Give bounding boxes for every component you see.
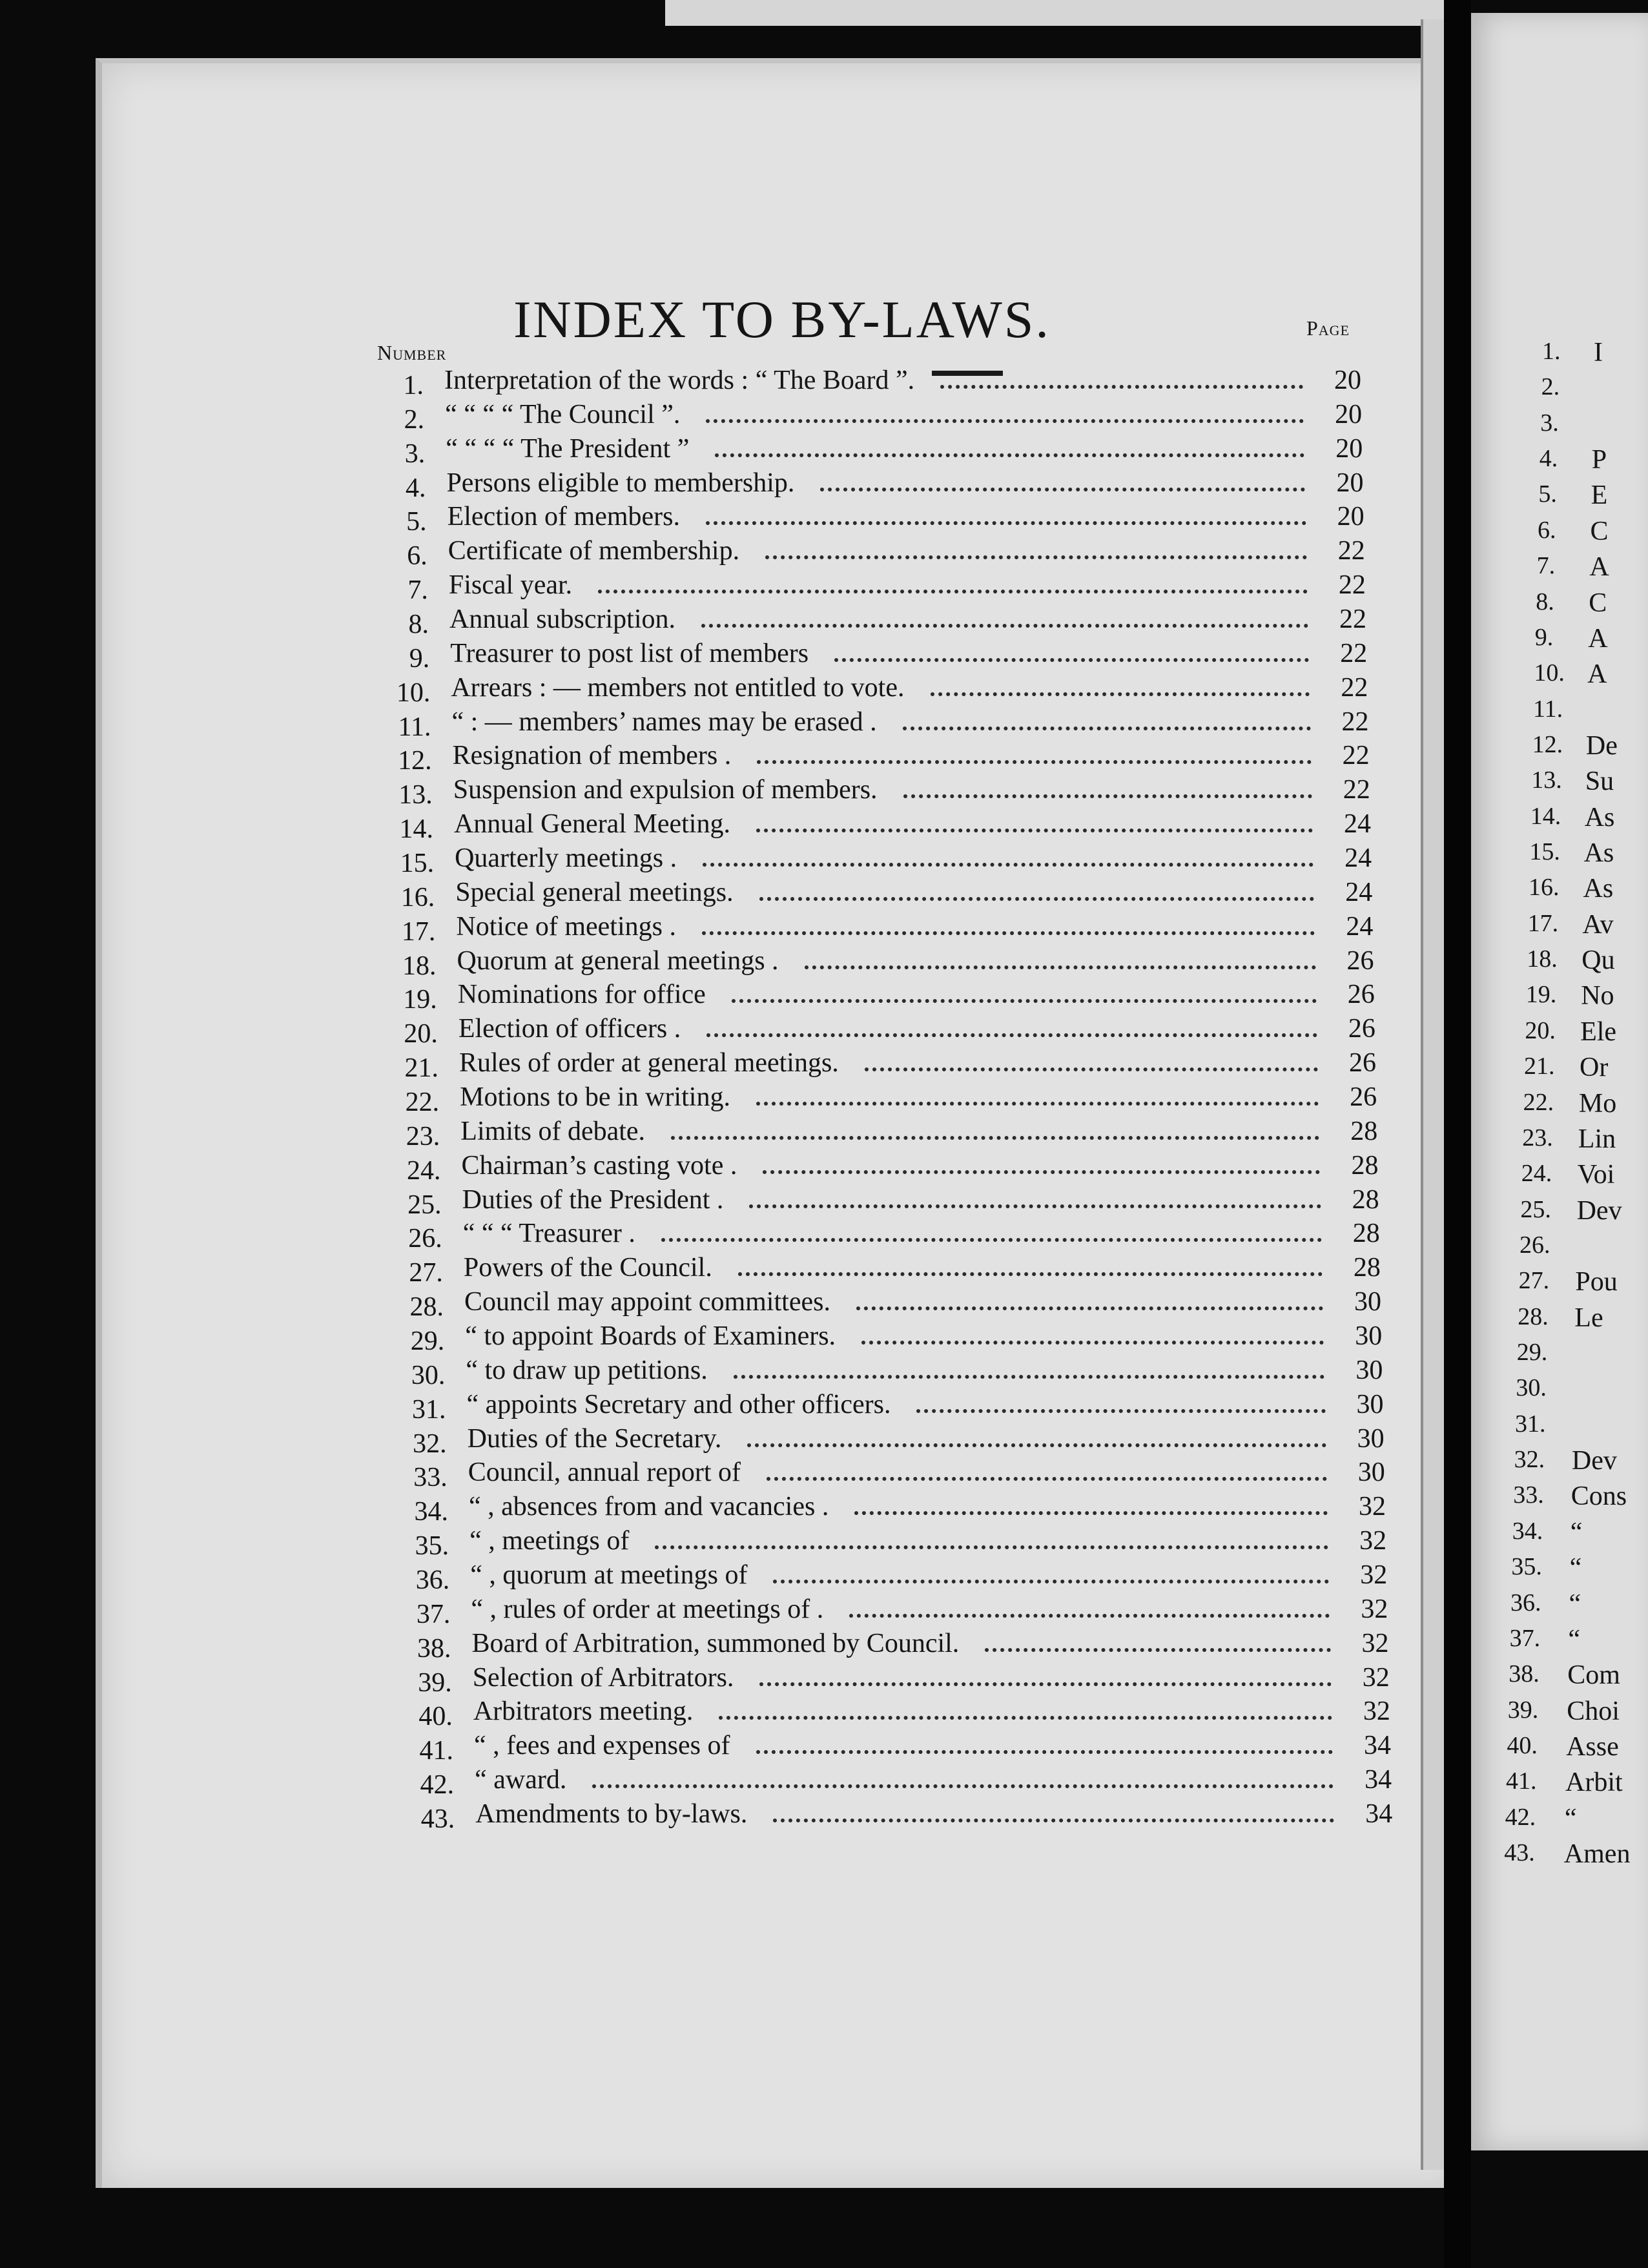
entry-page-number: 22 (1341, 706, 1369, 737)
facing-entry-text: “ (1570, 1517, 1583, 1547)
entry-page-number: 32 (1359, 1526, 1387, 1556)
facing-entry-text: Av (1582, 909, 1614, 940)
entry-number: 42. (420, 1770, 455, 1800)
entry-title: Annual subscription. (449, 604, 676, 634)
entry-title: Annual General Meeting. (453, 809, 730, 840)
entry-number: 11. (398, 712, 431, 742)
facing-entry-text: Su (1585, 767, 1614, 797)
entry-title: Board of Arbitration, summoned by Council. (471, 1628, 960, 1658)
entry-number: 25. (407, 1190, 442, 1220)
facing-entry-text: As (1583, 838, 1614, 868)
facing-entry-number: 28. (1518, 1303, 1549, 1330)
facing-entry-text: “ (1568, 1624, 1581, 1655)
facing-entry-text: P (1591, 445, 1607, 475)
entry-number: 8. (408, 610, 429, 639)
entry-title: Certificate of membership. (448, 536, 740, 566)
entry-page-number: 30 (1357, 1423, 1385, 1454)
facing-entry-text: A (1587, 659, 1607, 690)
facing-entry-number: 12. (1532, 730, 1563, 758)
facing-entry-text: E (1591, 480, 1608, 511)
dot-leader (759, 897, 1315, 901)
facing-entry-number: 31. (1515, 1410, 1546, 1438)
dot-leader (903, 727, 1311, 730)
facing-entry-text: Voi (1577, 1160, 1615, 1190)
entry-page-number: 30 (1355, 1355, 1383, 1385)
entry-page-number: 26 (1346, 945, 1374, 976)
entry-page-number: 20 (1337, 502, 1365, 532)
facing-entry-text: Dev (1571, 1446, 1617, 1476)
entry-page-number: 26 (1349, 1048, 1376, 1078)
dot-leader (767, 1477, 1327, 1481)
facing-entry-text: Com (1567, 1660, 1620, 1691)
dot-leader (861, 1341, 1324, 1345)
facing-entry-number: 4. (1539, 445, 1558, 473)
entry-title: Quarterly meetings . (455, 843, 677, 873)
facing-entry-text: No (1581, 981, 1614, 1011)
entry-title: Special general meetings. (455, 877, 734, 907)
facing-entry-number: 25. (1520, 1195, 1551, 1223)
facing-entry-number: 23. (1522, 1124, 1553, 1151)
entry-title: Arrears : — members not entitled to vote. (451, 672, 905, 703)
facing-entry-number: 16. (1529, 874, 1560, 902)
entry-page-number: 28 (1352, 1184, 1379, 1215)
facing-entry-number: 2. (1541, 373, 1560, 401)
dot-leader (661, 1238, 1322, 1242)
entry-page-number: 22 (1341, 672, 1368, 703)
facing-entry-number: 33. (1513, 1481, 1544, 1509)
dot-leader (671, 1136, 1319, 1140)
facing-entry-number: 24. (1521, 1160, 1552, 1188)
entry-number: 3. (404, 438, 426, 469)
entry-number: 30. (411, 1360, 446, 1390)
entry-number: 24. (406, 1155, 441, 1186)
entry-title: Fiscal year. (448, 570, 573, 601)
entry-title: “ , absences from and vacancies . (468, 1492, 829, 1522)
facing-entry-text: Le (1574, 1303, 1603, 1333)
dot-leader (773, 1819, 1334, 1822)
entry-number: 27. (409, 1258, 443, 1288)
facing-entry-number: 27. (1518, 1267, 1550, 1295)
facing-entry-text: A (1588, 623, 1608, 654)
entry-number: 17. (401, 916, 436, 947)
entry-page-number: 34 (1365, 1799, 1393, 1829)
entry-page-number: 24 (1344, 843, 1372, 873)
entry-title: “ award. (475, 1765, 567, 1795)
entry-page-number: 28 (1350, 1116, 1378, 1146)
dot-leader (759, 1682, 1331, 1686)
facing-entry-number: 20. (1525, 1016, 1556, 1044)
dot-leader (854, 1511, 1328, 1515)
entry-number: 2. (404, 404, 425, 435)
entry-page-number: 30 (1354, 1287, 1382, 1317)
entry-page-number: 22 (1338, 570, 1366, 601)
facing-entry-text: Arbit (1565, 1768, 1623, 1798)
dot-leader (719, 1716, 1332, 1720)
entry-page-number: 34 (1364, 1731, 1391, 1761)
entry-page-number: 26 (1350, 1082, 1377, 1112)
facing-entry-number: 17. (1527, 909, 1559, 937)
dot-leader (738, 1272, 1323, 1276)
entry-title: Amendments to by-laws. (475, 1799, 748, 1829)
entry-number: 20. (404, 1019, 438, 1049)
entry-page-number: 22 (1340, 638, 1368, 668)
entry-number: 41. (419, 1736, 453, 1766)
entry-number: 19. (403, 985, 437, 1015)
facing-entry-number: 7. (1536, 552, 1556, 580)
dot-leader (756, 1750, 1334, 1754)
facing-entry-text: Lin (1578, 1124, 1616, 1154)
dot-leader (849, 1614, 1330, 1618)
facing-entry-text: As (1583, 874, 1614, 904)
facing-entry-number: 42. (1505, 1803, 1536, 1831)
facing-entry-text: “ (1569, 1553, 1582, 1583)
dot-leader (706, 521, 1306, 525)
entry-number: 21. (404, 1053, 438, 1084)
entry-title: Suspension and expulsion of members. (453, 775, 878, 805)
facing-entry-number: 22. (1523, 1088, 1554, 1116)
entry-title: Powers of the Council. (463, 1253, 712, 1283)
entry-number: 34. (414, 1497, 448, 1527)
facing-entry-number: 10. (1534, 659, 1565, 687)
facing-entry-number: 41. (1506, 1768, 1537, 1795)
facing-entry-number: 19. (1525, 981, 1557, 1009)
title-rule (932, 371, 1003, 376)
facing-entry-number: 11. (1533, 695, 1563, 723)
facing-entry-text: Choi (1567, 1696, 1620, 1726)
entry-page-number: 32 (1360, 1560, 1388, 1590)
facing-entry-number: 40. (1507, 1731, 1538, 1759)
entry-title: Council, annual report of (468, 1458, 741, 1488)
entry-number: 31. (412, 1394, 446, 1425)
entry-title: Persons eligible to membership. (446, 468, 795, 498)
entry-number: 16. (400, 882, 435, 912)
entry-page-number: 22 (1339, 604, 1367, 634)
facing-entry-number: 9. (1534, 623, 1554, 651)
entry-page-number: 22 (1342, 741, 1370, 771)
entry-page-number: 20 (1336, 468, 1364, 498)
facing-entry-number: 26. (1519, 1231, 1550, 1259)
facing-entry-number: 34. (1512, 1517, 1543, 1545)
facing-entry-number: 8. (1536, 588, 1554, 615)
entry-number: 22. (405, 1088, 440, 1117)
dot-leader (773, 1580, 1329, 1583)
entry-page-number: 20 (1335, 433, 1363, 464)
entry-page-number: 28 (1352, 1219, 1380, 1249)
entry-title: Selection of Arbitrators. (472, 1662, 734, 1693)
entry-number: 26. (408, 1224, 442, 1254)
entry-number: 7. (407, 575, 428, 606)
entry-title: Election of officers . (458, 1014, 681, 1044)
facing-entry-text: “ (1569, 1589, 1581, 1619)
dot-leader (763, 1170, 1320, 1174)
number-column-header: Number (377, 341, 447, 364)
dot-leader (732, 999, 1317, 1003)
entry-number: 15. (400, 849, 435, 878)
entry-page-number: 24 (1346, 911, 1374, 942)
facing-entry-number: 39. (1507, 1696, 1539, 1724)
facing-entry-text: As (1584, 802, 1615, 832)
facing-entry-number: 18. (1527, 945, 1558, 973)
entry-title: Nominations for office (457, 980, 706, 1010)
entry-title: Arbitrators meeting. (473, 1696, 694, 1727)
entry-page-number: 32 (1361, 1628, 1389, 1658)
entry-title: Quorum at general meetings . (457, 945, 779, 976)
entry-title: Chairman’s casting vote . (461, 1150, 737, 1180)
entry-page-number: 26 (1347, 980, 1375, 1010)
entry-page-number: 24 (1345, 877, 1373, 907)
entry-title: “ “ “ “ The Council ”. (445, 399, 681, 429)
facing-entry-number: 15. (1529, 838, 1560, 865)
dot-leader (940, 385, 1303, 389)
entry-page-number: 34 (1365, 1765, 1392, 1795)
dot-leader (749, 1204, 1321, 1208)
dot-leader (592, 1784, 1334, 1788)
entry-title: Election of members. (447, 502, 680, 532)
facing-entry-text: Amen (1563, 1839, 1631, 1869)
entry-page-number: 20 (1334, 366, 1361, 395)
facing-entry-text: C (1589, 588, 1607, 618)
entry-number: 40. (418, 1702, 453, 1732)
entry-number: 18. (402, 951, 437, 981)
facing-entry-number: 3. (1540, 409, 1559, 437)
dot-leader (756, 1102, 1319, 1106)
entry-title: “ , quorum at meetings of (470, 1560, 748, 1590)
facing-entry-number: 38. (1509, 1660, 1540, 1688)
entry-page-number: 24 (1343, 809, 1371, 840)
entry-title: “ , meetings of (469, 1526, 630, 1556)
facing-entry-text: De (1585, 730, 1618, 761)
entry-title: Duties of the Secretary. (467, 1423, 722, 1454)
page-column-header: Page (1306, 316, 1350, 340)
dot-leader (715, 453, 1304, 457)
scan-top-strip (665, 0, 1444, 26)
dot-leader (856, 1306, 1323, 1310)
dot-leader (598, 590, 1308, 593)
entry-page-number: 32 (1358, 1492, 1386, 1522)
entry-number: 9. (409, 643, 430, 674)
entry-number: 4. (405, 473, 426, 503)
entry-page-number: 22 (1343, 775, 1370, 805)
facing-entry-number: 5. (1538, 480, 1557, 508)
facing-entry-number: 37. (1509, 1624, 1541, 1652)
facing-entry-text: A (1589, 552, 1609, 582)
entry-title: Motions to be in writing. (460, 1082, 730, 1112)
entry-title: Resignation of members . (452, 741, 732, 771)
entry-number: 1. (403, 371, 424, 400)
dot-leader (765, 555, 1307, 559)
entry-title: “ “ “ Treasurer . (462, 1219, 635, 1249)
facing-entry-text: C (1590, 516, 1609, 546)
facing-entry-number: 36. (1510, 1589, 1541, 1616)
dot-leader (706, 419, 1304, 423)
entry-number: 10. (396, 677, 431, 708)
dot-leader (706, 1033, 1317, 1037)
facing-entry-text: Pou (1575, 1267, 1618, 1297)
facing-entry-text: Or (1580, 1053, 1609, 1083)
entry-title: “ , rules of order at meetings of . (471, 1594, 824, 1624)
facing-entry-number: 30. (1516, 1374, 1547, 1402)
facing-entry-text: Dev (1576, 1195, 1622, 1226)
entry-number: 14. (399, 814, 433, 845)
entry-page-number: 22 (1337, 536, 1365, 566)
dot-leader (655, 1545, 1328, 1549)
entry-title: Rules of order at general meetings. (459, 1048, 839, 1078)
entry-page-number: 30 (1357, 1458, 1385, 1488)
entry-number: 28. (409, 1292, 444, 1323)
entry-title: Treasurer to post list of members (450, 638, 809, 668)
entry-title: Limits of debate. (460, 1116, 646, 1146)
entry-page-number: 28 (1353, 1253, 1381, 1283)
dot-leader (703, 863, 1313, 867)
facing-entry-text: I (1594, 338, 1603, 367)
dot-leader (747, 1443, 1326, 1447)
dot-leader (756, 829, 1313, 832)
facing-entry-number: 29. (1516, 1339, 1548, 1366)
entry-number: 39. (418, 1667, 452, 1698)
entry-number: 32. (413, 1428, 447, 1459)
facing-entry-text: Mo (1578, 1088, 1617, 1119)
entry-page-number: 20 (1335, 399, 1363, 429)
entry-number: 29. (410, 1326, 445, 1356)
entry-title: Duties of the President . (462, 1184, 724, 1215)
entry-page-number: 32 (1361, 1594, 1388, 1624)
facing-entry-number: 1. (1542, 338, 1561, 365)
dot-leader (903, 794, 1312, 798)
entry-title: Council may appoint committees. (464, 1287, 830, 1317)
dot-leader (985, 1648, 1330, 1652)
entry-number: 35. (415, 1531, 449, 1562)
entry-title: “ : — members’ names may be erased . (451, 706, 877, 737)
entry-number: 33. (413, 1463, 448, 1493)
facing-entry-number: 14. (1530, 802, 1561, 830)
facing-entry-text: Ele (1580, 1016, 1617, 1047)
entry-page-number: 30 (1356, 1389, 1384, 1419)
entry-number: 37. (416, 1599, 451, 1629)
dot-leader (916, 1409, 1325, 1413)
entry-number: 5. (406, 507, 427, 537)
dot-leader (834, 658, 1309, 662)
facing-entry-text: “ (1564, 1803, 1577, 1833)
entry-title: “ to draw up petitions. (466, 1355, 708, 1385)
entry-number: 38. (417, 1633, 451, 1664)
entry-number: 13. (398, 780, 433, 810)
facing-entry-number: 43. (1504, 1839, 1535, 1866)
entry-title: “ appoints Secretary and other officers. (466, 1389, 891, 1419)
page-title: INDEX TO BY-LAWS. (513, 290, 1051, 349)
facing-entry-number: 13. (1531, 767, 1562, 794)
entry-page-number: 28 (1351, 1150, 1379, 1180)
facing-entry-text: Qu (1581, 945, 1615, 976)
entry-number: 12. (398, 746, 432, 776)
facing-entry-number: 6. (1538, 516, 1556, 544)
entry-page-number: 32 (1363, 1696, 1390, 1727)
facing-entry-text: Cons (1571, 1481, 1627, 1512)
facing-entry-number: 21. (1524, 1053, 1555, 1080)
dot-leader (865, 1067, 1318, 1071)
entry-title: Notice of meetings . (456, 911, 676, 942)
book-gutter (1444, 0, 1471, 2268)
dot-leader (734, 1375, 1325, 1379)
entry-title: “ “ “ “ The President ” (446, 433, 690, 464)
entry-number: 43. (420, 1804, 455, 1834)
entry-number: 6. (407, 541, 427, 572)
dot-leader (701, 624, 1308, 628)
dot-leader (820, 488, 1305, 491)
entry-title: Interpretation of the words : “ The Board ”. (444, 366, 915, 395)
facing-entry-number: 32. (1514, 1446, 1545, 1474)
entry-number: 23. (406, 1121, 440, 1151)
entry-page-number: 32 (1362, 1662, 1390, 1693)
facing-entry-number: 35. (1511, 1553, 1542, 1581)
dot-leader (702, 931, 1315, 935)
entry-page-number: 26 (1348, 1014, 1375, 1044)
entry-page-number: 30 (1355, 1321, 1383, 1351)
entry-title: “ , fees and expenses of (474, 1731, 730, 1761)
facing-entry-text: Asse (1566, 1731, 1619, 1762)
entry-title: “ to appoint Boards of Examiners. (465, 1321, 836, 1351)
facing-page (1471, 13, 1648, 2150)
left-page (96, 58, 1462, 2188)
dot-leader (757, 760, 1311, 764)
dot-leader (931, 692, 1310, 696)
entry-number: 36. (415, 1565, 450, 1595)
dot-leader (805, 965, 1316, 969)
